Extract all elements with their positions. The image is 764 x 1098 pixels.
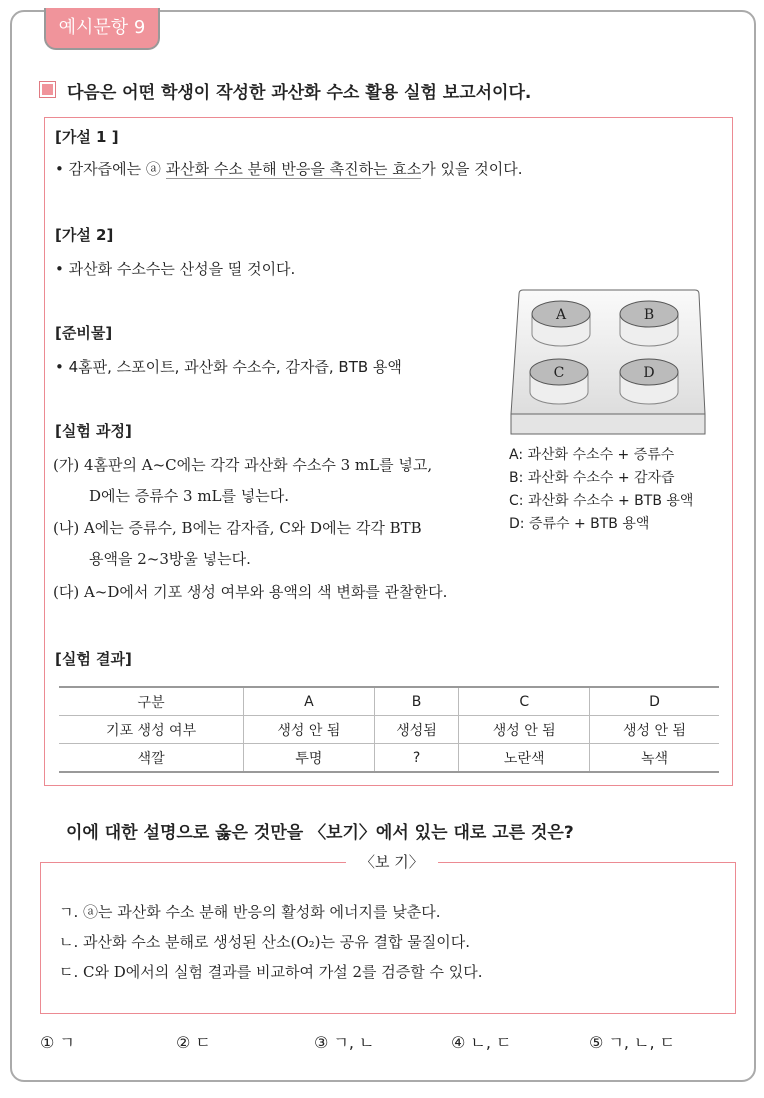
hypothesis1-text	[55, 158, 523, 179]
table-cell: 노란색	[459, 744, 590, 773]
well-A	[532, 301, 590, 346]
table-cell: 생성 안 됨	[589, 716, 719, 744]
example-tab: 예시문항 9	[44, 8, 160, 50]
option-4[interactable]: ④ ㄴ, ㄷ	[451, 1033, 512, 1052]
bogi-box	[40, 853, 736, 1014]
well-D	[620, 359, 678, 404]
procedure-step-a1: (가) 4홈판의 A~C에는 각각 과산화 수소수 3 mL를 넣고,	[53, 456, 433, 474]
table-row	[59, 716, 719, 744]
question-title	[40, 78, 531, 103]
table-cell: ?	[374, 744, 459, 773]
procedure-step-b2: 용액을 2~3방울 넣는다.	[89, 550, 251, 568]
legend-d: D: 증류수 + BTB 용액	[509, 516, 650, 532]
well-plate-figure	[507, 284, 707, 438]
table-cell: 구분	[59, 687, 244, 716]
procedure-step-c: (다) A~D에서 기포 생성 여부와 용액의 색 변화를 관찰한다.	[53, 583, 448, 601]
bogi-label: 〈보 기〉	[346, 851, 438, 872]
table-cell: 생성 안 됨	[244, 716, 375, 744]
underlined-a: 과산화 수소 분해 반응을 촉진하는 효소	[165, 160, 422, 178]
materials-heading: [준비물]	[55, 324, 113, 342]
table-cell: D	[589, 687, 719, 716]
hypothesis2-text: • 과산화 수소수는 산성을 띨 것이다.	[55, 260, 296, 278]
results-table	[59, 686, 719, 773]
procedure-step-b1: (나) A에는 증류수, B에는 감자즙, C와 D에는 각각 BTB	[53, 519, 422, 537]
legend-c: C: 과산화 수소수 + BTB 용액	[509, 493, 694, 509]
h1-pre: • 감자즙에는 ⓐ	[55, 160, 166, 178]
procedure-step-a2: D에는 증류수 3 mL를 넣는다.	[89, 487, 290, 505]
table-row	[59, 744, 719, 773]
well-B	[620, 301, 678, 346]
table-cell: 생성 안 됨	[459, 716, 590, 744]
square-bullet-icon	[40, 82, 55, 97]
procedure-heading: [실험 과정]	[55, 422, 132, 440]
table-row	[59, 687, 719, 716]
svg-text:C: C	[553, 365, 565, 381]
hypothesis2-heading: [가설 2]	[55, 226, 114, 244]
figure-legend	[509, 444, 693, 536]
hypothesis1-heading: [가설 1 ]	[55, 128, 119, 146]
option-3[interactable]: ③ ㄱ, ㄴ	[314, 1033, 375, 1052]
title-text: 다음은 어떤 학생이 작성한 과산화 수소 활용 실험 보고서이다.	[67, 83, 532, 103]
bogi-item-2: ㄴ. 과산화 수소 분해로 생성된 산소(O₂)는 공유 결합 물질이다.	[59, 933, 470, 951]
h1-post: 가 있을 것이다.	[421, 160, 523, 178]
results-heading: [실험 결과]	[55, 650, 132, 668]
question-prompt: 이에 대한 설명으로 옳은 것만을 〈보기〉에서 있는 대로 고른 것은?	[66, 823, 574, 843]
legend-b: B: 과산화 수소수 + 감자즙	[509, 470, 675, 486]
table-cell: A	[244, 687, 375, 716]
well-C	[530, 359, 588, 404]
svg-text:D: D	[643, 365, 655, 381]
option-5[interactable]: ⑤ ㄱ, ㄴ, ㄷ	[589, 1033, 676, 1052]
table-cell: 생성됨	[374, 716, 459, 744]
svg-text:A: A	[555, 307, 567, 323]
legend-a: A: 과산화 수소수 + 증류수	[509, 447, 675, 463]
materials-text: • 4홈판, 스포이트, 과산화 수소수, 감자즙, BTB 용액	[55, 358, 402, 376]
option-1[interactable]: ① ㄱ	[40, 1033, 75, 1052]
table-cell: 투명	[244, 744, 375, 773]
table-cell: 기포 생성 여부	[59, 716, 244, 744]
table-cell: 녹색	[589, 744, 719, 773]
table-cell: B	[374, 687, 459, 716]
svg-text:B: B	[643, 307, 655, 323]
table-cell: 색깔	[59, 744, 244, 773]
table-cell: C	[459, 687, 590, 716]
bogi-item-1: ㄱ. ⓐ는 과산화 수소 분해 반응의 활성화 에너지를 낮춘다.	[59, 903, 441, 921]
bogi-item-3: ㄷ. C와 D에서의 실험 결과를 비교하여 가설 2를 검증할 수 있다.	[59, 963, 483, 981]
option-2[interactable]: ② ㄷ	[176, 1033, 211, 1052]
